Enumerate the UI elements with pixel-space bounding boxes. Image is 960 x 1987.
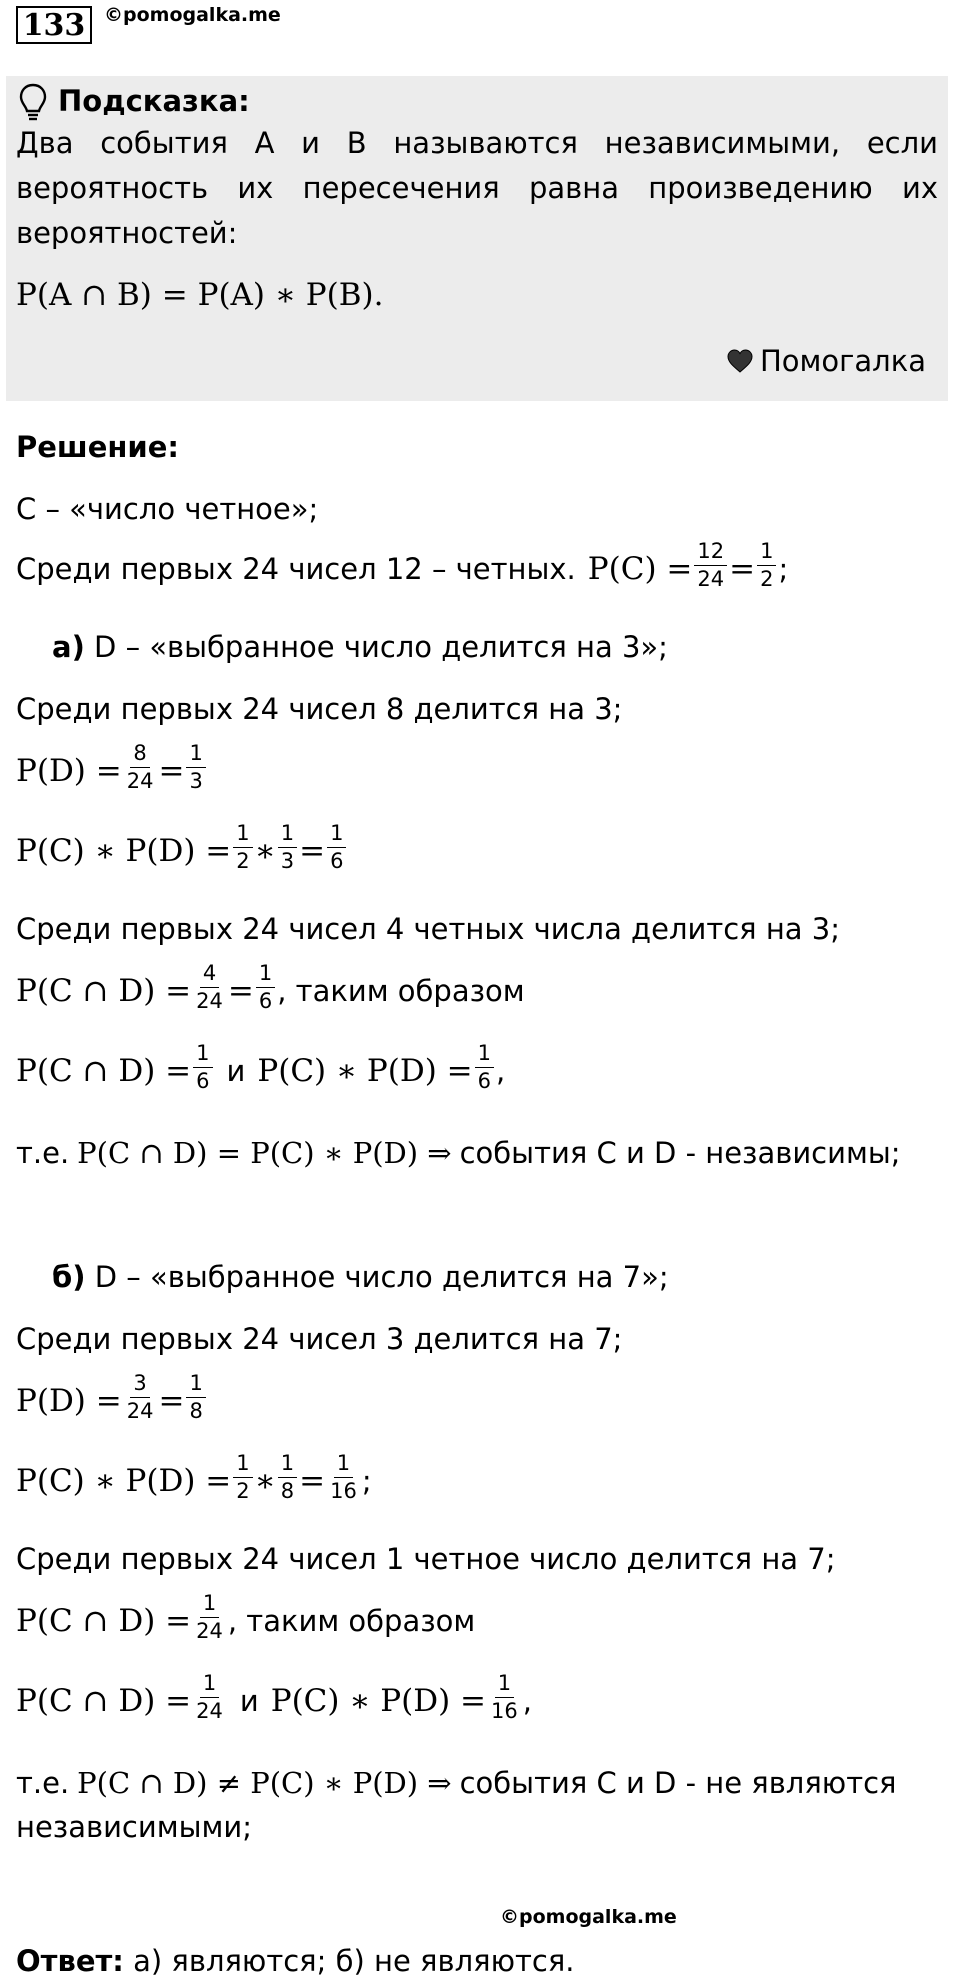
pd-lhs: P(D) =	[16, 1382, 122, 1419]
fraction: $\frac{1}{2}$	[757, 541, 776, 590]
thus-text: , таким образом	[227, 1603, 476, 1638]
part-b-d-def: D – «выбранное число делится на 7»;	[94, 1260, 669, 1294]
prod-lhs: P(C) ∗ P(D) =	[16, 832, 232, 869]
part-b-d-count: Среди первых 24 чисел 3 делится на 7;	[16, 1322, 623, 1356]
fraction: $\frac{1}{2}$	[233, 1453, 252, 1502]
cmp-lhs: P(C ∩ D) =	[16, 1682, 192, 1719]
solution-title: Решение:	[16, 430, 180, 464]
fraction: $\frac{1}{6}$	[475, 1043, 494, 1092]
conclusion-formula: P(C ∩ D) ≠ P(C) ∗ P(D) ⇒	[77, 1766, 452, 1800]
c-count-text: Среди первых 24 чисел 12 – четных.	[16, 551, 576, 586]
and-text: и	[239, 1683, 259, 1718]
problem-number: 133	[16, 6, 92, 44]
hint-line-2: вероятность их пересечения равна произведению их	[16, 171, 938, 205]
part-a-pd-line	[16, 741, 208, 795]
multiply-sign: ∗	[254, 1462, 276, 1499]
equals-sign: =	[158, 1382, 185, 1419]
part-a-label: а)	[52, 630, 85, 664]
inter-lhs: P(C ∩ D) =	[16, 1602, 192, 1639]
punctuation: ,	[496, 1053, 506, 1088]
cmp-rhs: P(C) ∗ P(D) =	[270, 1682, 487, 1719]
c-count-line	[16, 539, 789, 593]
part-a-prod-line	[16, 821, 348, 875]
pd-lhs: P(D) =	[16, 752, 122, 789]
part-b-heading	[52, 1260, 669, 1294]
conclusion-text: события С и D - независимы;	[459, 1136, 901, 1170]
fraction: $\frac{1}{8}$	[186, 1373, 205, 1422]
fraction: $\frac{1}{16}$	[491, 1671, 518, 1723]
answer-label: Ответ:	[16, 1944, 124, 1978]
punctuation: ;	[361, 1463, 372, 1498]
fraction: $\frac{1}{8}$	[278, 1453, 297, 1502]
punctuation: ;	[778, 551, 789, 586]
part-a-d-count: Среди первых 24 чисел 8 делится на 3;	[16, 692, 623, 726]
part-b-conclusion-cont: независимыми;	[16, 1810, 252, 1844]
part-a-conclusion	[16, 1136, 901, 1170]
hint-line-3: вероятностей:	[16, 216, 238, 250]
part-b-inter-count: Среди первых 24 чисел 1 четное число делится на 7;	[16, 1542, 836, 1576]
fraction: $\frac{1}{6}$	[193, 1043, 212, 1092]
hint-line-1: Два события А и В называются независимыми, если	[16, 126, 938, 160]
equals-sign: =	[729, 550, 756, 587]
fraction: $\frac{1}{6}$	[327, 823, 346, 872]
part-a-inter-count: Среди первых 24 чисел 4 четных числа делится на 3;	[16, 912, 841, 946]
equals-sign: =	[299, 832, 326, 869]
punctuation: ,	[522, 1683, 532, 1718]
fraction: $\frac{1}{3}$	[186, 743, 205, 792]
hint-brand: Помогалка	[760, 344, 926, 378]
thus-text: , таким образом	[277, 973, 525, 1008]
equals-sign: =	[299, 1462, 326, 1499]
fraction: $\frac{1}{2}$	[233, 823, 252, 872]
lightbulb-icon	[18, 82, 48, 122]
hint-formula: P(A ∩ B) = P(A) ∗ P(B).	[16, 277, 384, 313]
site-watermark-bottom: ©pomogalka.me	[500, 1906, 677, 1928]
fraction: $\frac{1}{16}$	[330, 1451, 357, 1503]
hint-title: Подсказка:	[58, 84, 250, 118]
equals-sign: =	[227, 972, 254, 1009]
fraction: $\frac{8}{24}$	[126, 741, 154, 793]
part-b-prod-line	[16, 1451, 372, 1505]
part-b-conclusion	[16, 1766, 896, 1800]
part-b-inter-line	[16, 1591, 476, 1645]
site-watermark-top: ©pomogalka.me	[104, 4, 281, 26]
answer-text: а) являются; б) не являются.	[123, 1944, 575, 1978]
equals-sign: =	[158, 752, 185, 789]
prod-lhs: P(C) ∗ P(D) =	[16, 1462, 232, 1499]
heart-icon	[726, 348, 754, 374]
part-b-compare-line	[16, 1671, 532, 1725]
conclusion-text: события С и D - не являются	[459, 1766, 897, 1800]
fraction: $\frac{12}{24}$	[694, 541, 727, 590]
answer-line	[16, 1944, 574, 1978]
part-a-heading	[52, 630, 668, 664]
part-a-inter-line	[16, 961, 525, 1015]
fraction: $\frac{1}{6}$	[256, 963, 275, 1012]
multiply-sign: ∗	[254, 832, 276, 869]
fraction: $\frac{1}{24}$	[196, 1591, 223, 1643]
ie-text: т.е.	[16, 1136, 70, 1170]
pc-lhs: P(C) =	[587, 550, 693, 587]
cmp-rhs: P(C) ∗ P(D) =	[257, 1052, 473, 1089]
fraction: $\frac{1}{3}$	[278, 823, 297, 872]
part-a-compare-line	[16, 1041, 506, 1095]
cmp-lhs: P(C ∩ D) =	[16, 1052, 192, 1089]
part-b-label: б)	[52, 1260, 86, 1294]
part-a-d-def: D – «выбранное число делится на 3»;	[94, 630, 668, 664]
inter-lhs: P(C ∩ D) =	[16, 972, 192, 1009]
fraction: $\frac{4}{24}$	[196, 961, 223, 1013]
part-b-pd-line	[16, 1371, 208, 1425]
ie-text: т.е.	[16, 1766, 70, 1800]
conclusion-formula: P(C ∩ D) = P(C) ∗ P(D) ⇒	[77, 1136, 452, 1170]
and-text: и	[226, 1053, 246, 1088]
c-definition: С – «число четное»;	[16, 492, 319, 526]
fraction: $\frac{3}{24}$	[126, 1371, 154, 1423]
fraction: $\frac{1}{24}$	[196, 1671, 223, 1723]
